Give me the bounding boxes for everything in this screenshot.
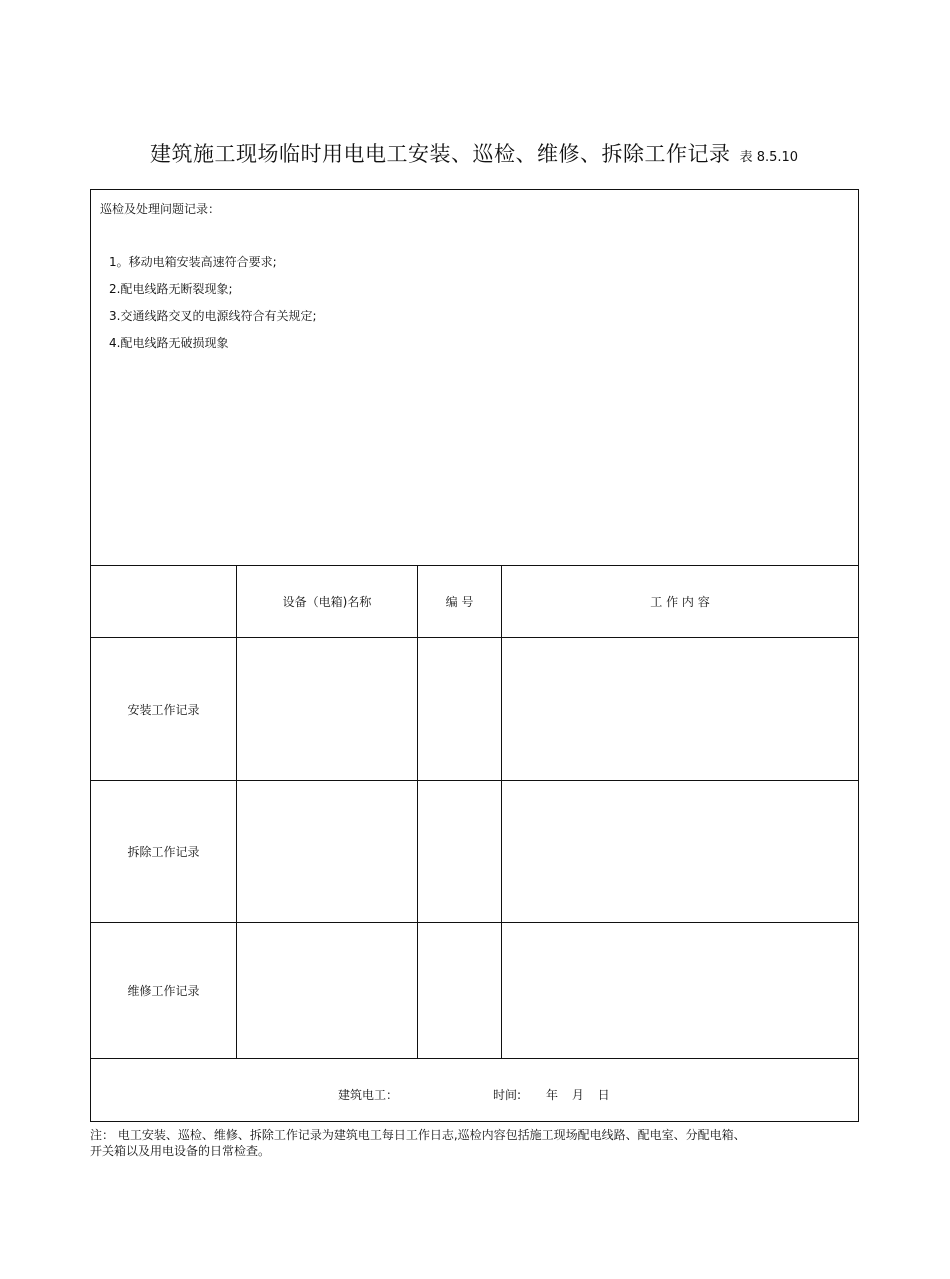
- column-divider: [417, 565, 418, 1058]
- time-label: 时间:: [493, 1088, 522, 1102]
- inspection-heading: 巡检及处理问题记录：: [100, 202, 221, 216]
- form-code: 表 8.5.10: [739, 150, 799, 165]
- footnote-line: 开关箱以及用电设备的日常检查。: [90, 1144, 271, 1158]
- row-label-removal: 拆除工作记录: [127, 845, 200, 859]
- row-label-repair: 维修工作记录: [127, 984, 200, 998]
- row-label-install: 安装工作记录: [127, 702, 200, 717]
- page-title: [150, 138, 798, 168]
- header-number: 编 号: [445, 595, 474, 609]
- footnote-line: 注： 电工安装、巡检、维修、拆除工作记录为建筑电工每日工作日志,巡检内容包括施工现场配电线路、配电室、分配电箱、: [90, 1128, 746, 1142]
- footnote: [90, 1127, 870, 1159]
- inspection-item: 1。移动电箱安装高速符合要求;: [109, 255, 277, 269]
- header-work-content: 工 作 内 容: [650, 595, 710, 609]
- date-placeholder: 年 月 日: [546, 1088, 610, 1102]
- electrician-label: 建筑电工：: [338, 1088, 399, 1102]
- column-divider: [236, 565, 237, 1058]
- inspection-item: 4.配电线路无破损现象: [109, 336, 229, 350]
- title-main: 建筑施工现场临时用电电工安装、巡检、维修、拆除工作记录: [150, 142, 731, 166]
- inspection-notes: [91, 190, 858, 565]
- header-device-name: 设备（电箱)名称: [282, 595, 372, 609]
- inspection-item: 2.配电线路无断裂现象;: [109, 282, 233, 296]
- header-cell-blank: [91, 566, 236, 637]
- signature-row: [91, 1059, 858, 1121]
- column-divider: [501, 565, 502, 1058]
- inspection-item: 3.交通线路交叉的电源线符合有关规定;: [109, 309, 317, 323]
- record-form: [90, 189, 859, 1122]
